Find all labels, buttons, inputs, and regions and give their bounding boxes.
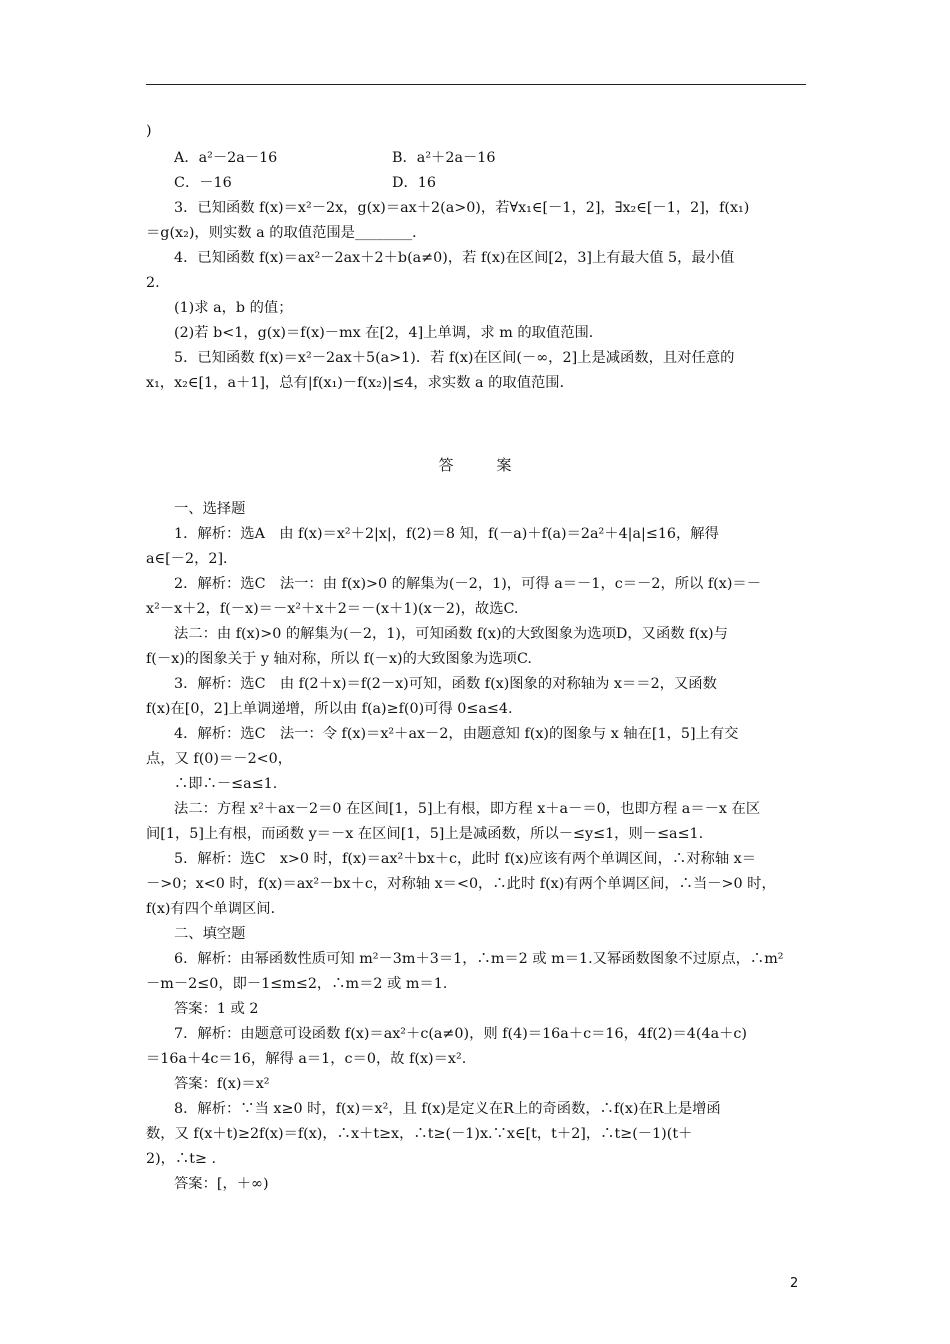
- answer-1: 1．解析：选A 由 f(x)＝x²＋2|x|，f(2)＝8 知，f(－a)＋f(a)＝2a²＋4|a|≤16，解得: [174, 526, 719, 542]
- text-line: 2)，∴t≥ .: [146, 1151, 217, 1167]
- text-line: (2)若 b<1，g(x)＝f(x)－mx 在[2，4]上单调，求 m 的取值范围．: [174, 325, 604, 341]
- text-line: x₁，x₂∈[1，a＋1]，总有|f(x₁)－f(x₂)|≤4，求实数 a 的取值范围．: [146, 375, 574, 391]
- answer-7: 7．解析：由题意可设函数 f(x)＝ax²＋c(a≠0)，则 f(4)＝16a＋c＝16，4f(2)＝4(4a＋c): [174, 1026, 747, 1042]
- text-line: －>0；x<0 时，f(x)＝ax²－bx＋c，对称轴 x＝<0，∴此时 f(x)有两个单调区间，∴当－>0 时，: [146, 876, 776, 892]
- answer-5: 5．解析：选C x>0 时，f(x)＝ax²＋bx＋c，此时 f(x)应该有两个单调区间，∴对称轴 x＝: [174, 851, 757, 867]
- option-c: C．－16: [174, 175, 232, 191]
- text-line: 数，又 f(x＋t)≥2f(x)＝f(x)，∴x＋t≥x，∴t≥(－1)x.∵x∈[t，t＋2]，∴t≥(－1)(t＋: [146, 1126, 693, 1142]
- section-heading: 二、填空题: [174, 926, 246, 942]
- answer-value: 答案：[，＋∞): [174, 1176, 269, 1192]
- text-line: (1)求 a，b 的值；: [174, 300, 293, 316]
- answer-value: 答案：1 或 2: [174, 1001, 259, 1017]
- text-line: 法二：方程 x²＋ax－2＝0 在区间[1，5]上有根，即方程 x＋a－＝0，也即方程 a＝－x 在区: [174, 801, 761, 817]
- problem-5: 5．已知函数 f(x)＝x²－2ax＋5(a>1)．若 f(x)在区间(－∞，2]上是减函数，且对任意的: [174, 350, 735, 366]
- text-line: 法二：由 f(x)>0 的解集为(－2，1)，可知函数 f(x)的大致图象为选项D，又函数 f(x)与: [174, 626, 728, 642]
- option-b: B．a²＋2a－16: [392, 150, 496, 166]
- text-line: ∴即∴－≤a≤1.: [174, 776, 278, 792]
- text-line: f(x)在[0，2]上单调递增，所以由 f(a)≥f(0)可得 0≤a≤4.: [146, 701, 513, 717]
- text-line: －m－2≤0，即－1≤m≤2，∴m＝2 或 m＝1.: [146, 976, 448, 992]
- text-line: ＝16a＋4c＝16，解得 a＝1，c＝0，故 f(x)＝x².: [146, 1051, 467, 1067]
- text-line: 间[1，5]上有根，而函数 y＝－x 在区间[1，5]上是减函数，所以－≤y≤1，则－≤a≤1.: [146, 826, 704, 842]
- answer-2: 2．解析：选C 法一：由 f(x)>0 的解集为(－2，1)，可得 a＝－1，c＝－2，所以 f(x)＝－: [174, 576, 761, 592]
- answer-value: 答案：f(x)＝x²: [174, 1076, 270, 1092]
- header-rule: [146, 84, 806, 85]
- text-line: x²－x＋2，f(－x)＝－x²＋x＋2＝－(x＋1)(x－2)，故选C.: [146, 601, 519, 617]
- text-line: ): [146, 123, 152, 139]
- text-line: ＝g(x₂)，则实数 a 的取值范围是________．: [146, 225, 427, 241]
- problem-4: 4．已知函数 f(x)＝ax²－2ax＋2＋b(a≠0)，若 f(x)在区间[2，3]上有最大值 5，最小值: [174, 250, 735, 266]
- answer-3: 3．解析：选C 由 f(2＋x)＝f(2－x)可知，函数 f(x)图象的对称轴为 x＝＝2，又函数: [174, 676, 717, 692]
- answer-4: 4．解析：选C 法一：令 f(x)＝x²＋ax－2，由题意知 f(x)的图象与 x 轴在[1，5]上有交: [174, 726, 739, 742]
- text-line: 2.: [146, 275, 160, 291]
- text-line: a∈[－2，2]．: [146, 551, 238, 567]
- answer-6: 6．解析：由幂函数性质可知 m²－3m＋3＝1，∴m＝2 或 m＝1.又幂函数图象不过原点，∴m²: [174, 951, 784, 967]
- answer-8: 8．解析：∵当 x≥0 时，f(x)＝x²，且 f(x)是定义在R上的奇函数，∴f(x)在R上是增函: [174, 1101, 721, 1117]
- option-a: A．a²－2a－16: [174, 150, 278, 166]
- text-line: f(－x)的图象关于 y 轴对称，所以 f(－x)的大致图象为选项C.: [146, 651, 532, 667]
- answer-title: 答 案: [438, 456, 526, 474]
- page-number: 2: [790, 1276, 799, 1291]
- section-heading: 一、选择题: [174, 501, 246, 517]
- option-d: D．16: [392, 175, 436, 191]
- problem-3: 3．已知函数 f(x)＝x²－2x，g(x)＝ax＋2(a>0)，若∀x₁∈[－1，2]，∃x₂∈[－1，2]，f(x₁): [174, 200, 750, 216]
- text-line: f(x)有四个单调区间．: [146, 901, 285, 917]
- text-line: 点，又 f(0)＝－2<0，: [146, 751, 293, 767]
